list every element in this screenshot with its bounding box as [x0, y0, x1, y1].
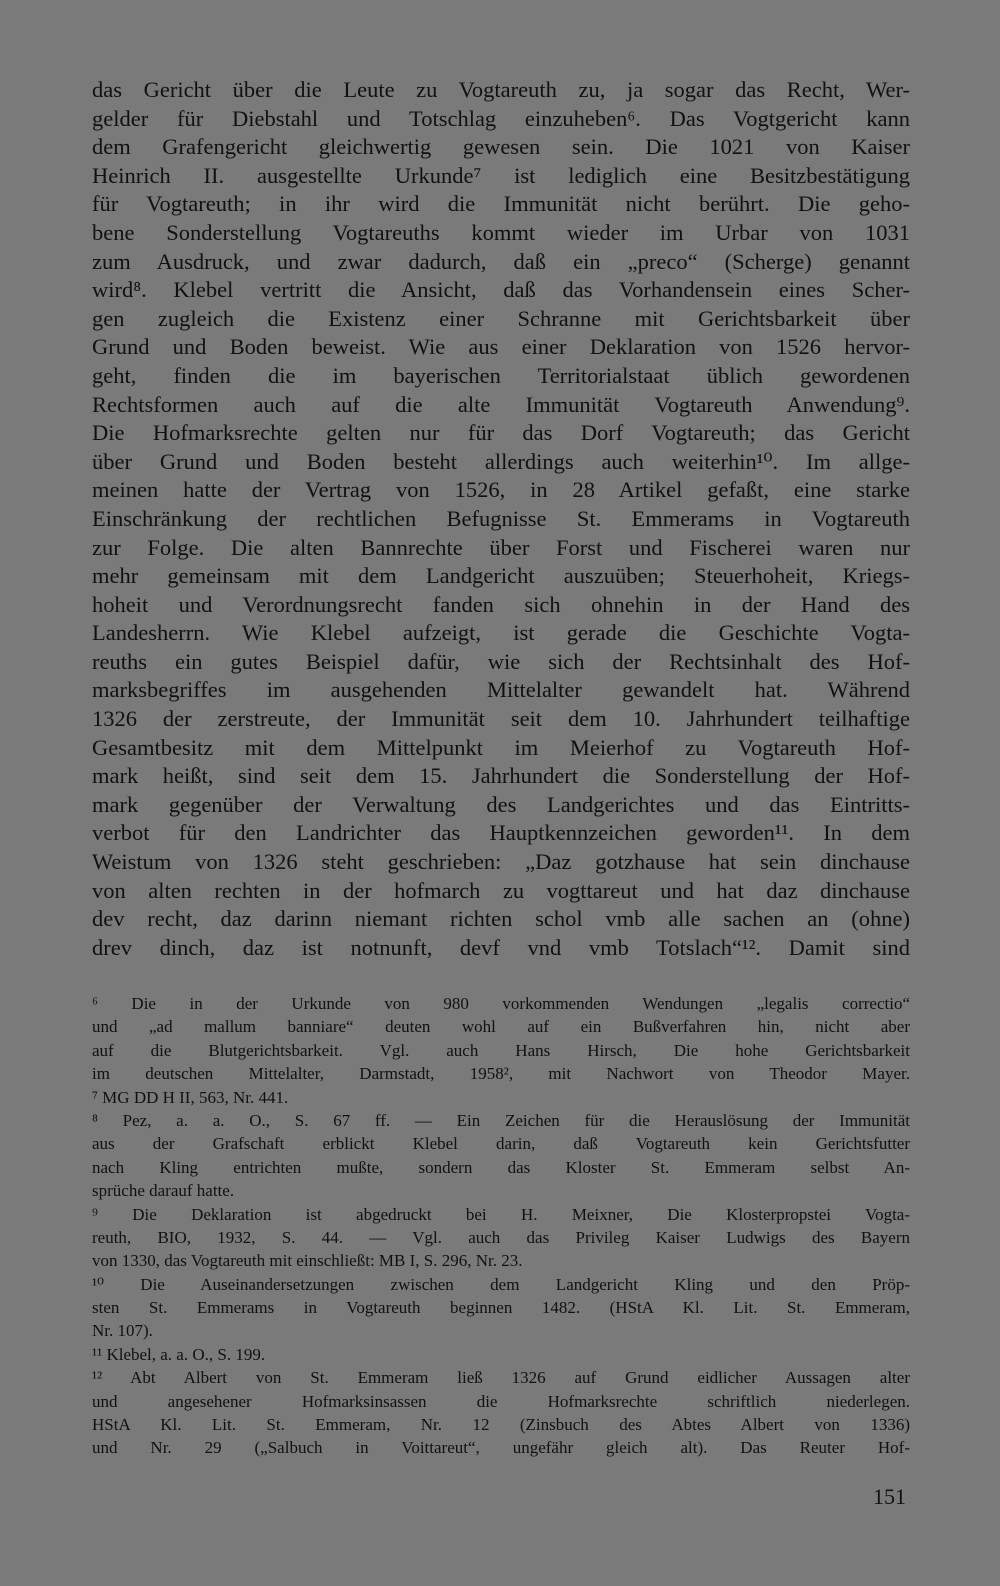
body-line: geht, finden die im bayerischen Territorialstaat üblich gewordenen — [92, 362, 910, 388]
footnote-line: reuth, BIO, 1932, S. 44. — Vgl. auch das Privileg Kaiser Ludwigs des Bayern — [92, 1227, 910, 1247]
body-line: Gesamtbesitz mit dem Mittelpunkt im Meierhof zu Vogtareuth Hof- — [92, 734, 910, 760]
body-line: das Gericht über die Leute zu Vogtareuth zu, ja sogar das Recht, Wer- — [92, 77, 910, 102]
body-line: dem Grafengericht gleichwertig gewesen sein. Die 1021 von Kaiser — [92, 134, 910, 160]
body-line: Landesherrn. Wie Klebel aufzeigt, ist gerade die Geschichte Vogta- — [92, 620, 910, 646]
footnote-line: und Nr. 29 („Salbuch in Voittareut“, ungefähr gleich alt). Das Reuter Hof- — [92, 1438, 910, 1458]
body-line: drev dinch, daz ist notnunft, devf vnd vmb Totslach“¹². Damit sind — [92, 934, 910, 960]
footnote-line: ¹⁰ Die Auseinandersetzungen zwischen dem Landgericht Kling und den Pröp- — [92, 1274, 910, 1294]
body-line: Einschränkung der rechtlichen Befugnisse St. Emmerams in Vogtareuth — [92, 505, 910, 531]
body-line: wird⁸. Klebel vertritt die Ansicht, daß das Vorhandensein eines Scher- — [92, 277, 910, 303]
body-line: über Grund und Boden besteht allerdings auch weiterhin¹⁰. Im allge- — [92, 448, 910, 474]
footnote-line: ⁶ Die in der Urkunde von 980 vorkommenden Wendungen „legalis correctio“ — [92, 994, 910, 1013]
footnote-line: Nr. 107). — [92, 1321, 153, 1341]
body-line: gen zugleich die Existenz einer Schranne mit Gerichtsbarkeit über — [92, 305, 910, 331]
footnote-line: und angesehener Hofmarksinsassen die Hofmarksrechte schriftlich niederlegen. — [92, 1391, 910, 1411]
body-line: von alten rechten in der hofmarch zu vogttareut und hat daz dinchause — [92, 877, 910, 903]
page-number: 151 — [873, 1484, 906, 1509]
footnote-line: ¹¹ Klebel, a. a. O., S. 199. — [92, 1344, 266, 1364]
body-line: mehr gemeinsam mit dem Landgericht auszuüben; Steuerhoheit, Kriegs- — [92, 563, 910, 589]
body-line: dev recht, daz darinn niemant richten schol vmb alle sachen an (ohne) — [92, 906, 910, 932]
footnote-line: auf die Blutgerichtsbarkeit. Vgl. auch Hans Hirsch, Die hohe Gerichtsbarkeit — [92, 1040, 910, 1060]
footnotes-block — [92, 992, 910, 1460]
footnote-line: im deutschen Mittelalter, Darmstadt, 1958², mit Nachwort von Theodor Mayer. — [92, 1064, 910, 1084]
main-text-block — [92, 76, 910, 962]
body-line: meinen hatte der Vertrag von 1526, in 28 Artikel gefaßt, eine starke — [92, 477, 910, 503]
body-line: bene Sonderstellung Vogtareuths kommt wieder im Urbar von 1031 — [92, 219, 910, 245]
footnote-line: ¹² Abt Albert von St. Emmeram ließ 1326 auf Grund eidlicher Aussagen alter — [92, 1368, 910, 1388]
body-line: zur Folge. Die alten Bannrechte über Forst und Fischerei waren nur — [92, 534, 910, 560]
body-line: reuths ein gutes Beispiel dafür, wie sich der Rechtsinhalt des Hof- — [92, 648, 910, 674]
footnote-line: sprüche darauf hatte. — [92, 1181, 235, 1201]
footnote-line: aus der Grafschaft erblickt Klebel darin, daß Vogtareuth kein Gerichtsfutter — [92, 1134, 910, 1154]
body-line: verbot für den Landrichter das Hauptkennzeichen geworden¹¹. In dem — [92, 820, 910, 846]
body-line: zum Ausdruck, und zwar dadurch, daß ein „preco“ (Scherge) genannt — [92, 248, 910, 274]
body-line: gelder für Diebstahl und Totschlag einzuheben⁶. Das Vogtgericht kann — [92, 105, 910, 131]
footnote-line: von 1330, das Vogtareuth mit einschließt: MB I, S. 296, Nr. 23. — [92, 1251, 523, 1271]
footnote-line: nach Kling entrichten mußte, sondern das Kloster St. Emmeram selbst An- — [92, 1157, 910, 1177]
footnote-line: und „ad mallum banniare“ deuten wohl auf ein Bußverfahren hin, nicht aber — [92, 1017, 910, 1037]
body-line: 1326 der zerstreute, der Immunität seit dem 10. Jahrhundert teilhaftige — [92, 706, 910, 732]
body-line: Heinrich II. ausgestellte Urkunde⁷ ist lediglich eine Besitzbestätigung — [92, 162, 910, 188]
body-line: hoheit und Verordnungsrecht fanden sich ohnehin in der Hand des — [92, 591, 910, 617]
body-line: für Vogtareuth; in ihr wird die Immunität nicht berührt. Die geho- — [92, 191, 910, 217]
footnote-line: sten St. Emmerams in Vogtareuth beginnen 1482. (HStA Kl. Lit. St. Emmeram, — [92, 1298, 910, 1318]
body-line: Die Hofmarksrechte gelten nur für das Dorf Vogtareuth; das Gericht — [92, 420, 910, 446]
body-line: Rechtsformen auch auf die alte Immunität Vogtareuth Anwendung⁹. — [92, 391, 910, 417]
body-line: Weistum von 1326 steht geschrieben: „Daz gotzhause hat sein dinchause — [92, 849, 910, 875]
footnote-line: ⁹ Die Deklaration ist abgedruckt bei H. Meixner, Die Klosterpropstei Vogta- — [92, 1204, 910, 1224]
body-line: marksbegriffes im ausgehenden Mittelalter gewandelt hat. Während — [92, 677, 910, 703]
body-line: mark gegenüber der Verwaltung des Landgerichtes und das Eintritts- — [92, 791, 910, 817]
footnote-line: ⁷ MG DD H II, 563, Nr. 441. — [92, 1087, 289, 1107]
body-line: Grund und Boden beweist. Wie aus einer Deklaration von 1526 hervor- — [92, 334, 910, 360]
footnote-line: ⁸ Pez, a. a. O., S. 67 ff. — Ein Zeichen für die Herauslösung der Immunität — [92, 1110, 910, 1130]
body-line: mark heißt, sind seit dem 15. Jahrhundert die Sonderstellung der Hof- — [92, 763, 910, 789]
footnote-line: HStA Kl. Lit. St. Emmeram, Nr. 12 (Zinsbuch des Abtes Albert von 1336) — [92, 1415, 910, 1435]
